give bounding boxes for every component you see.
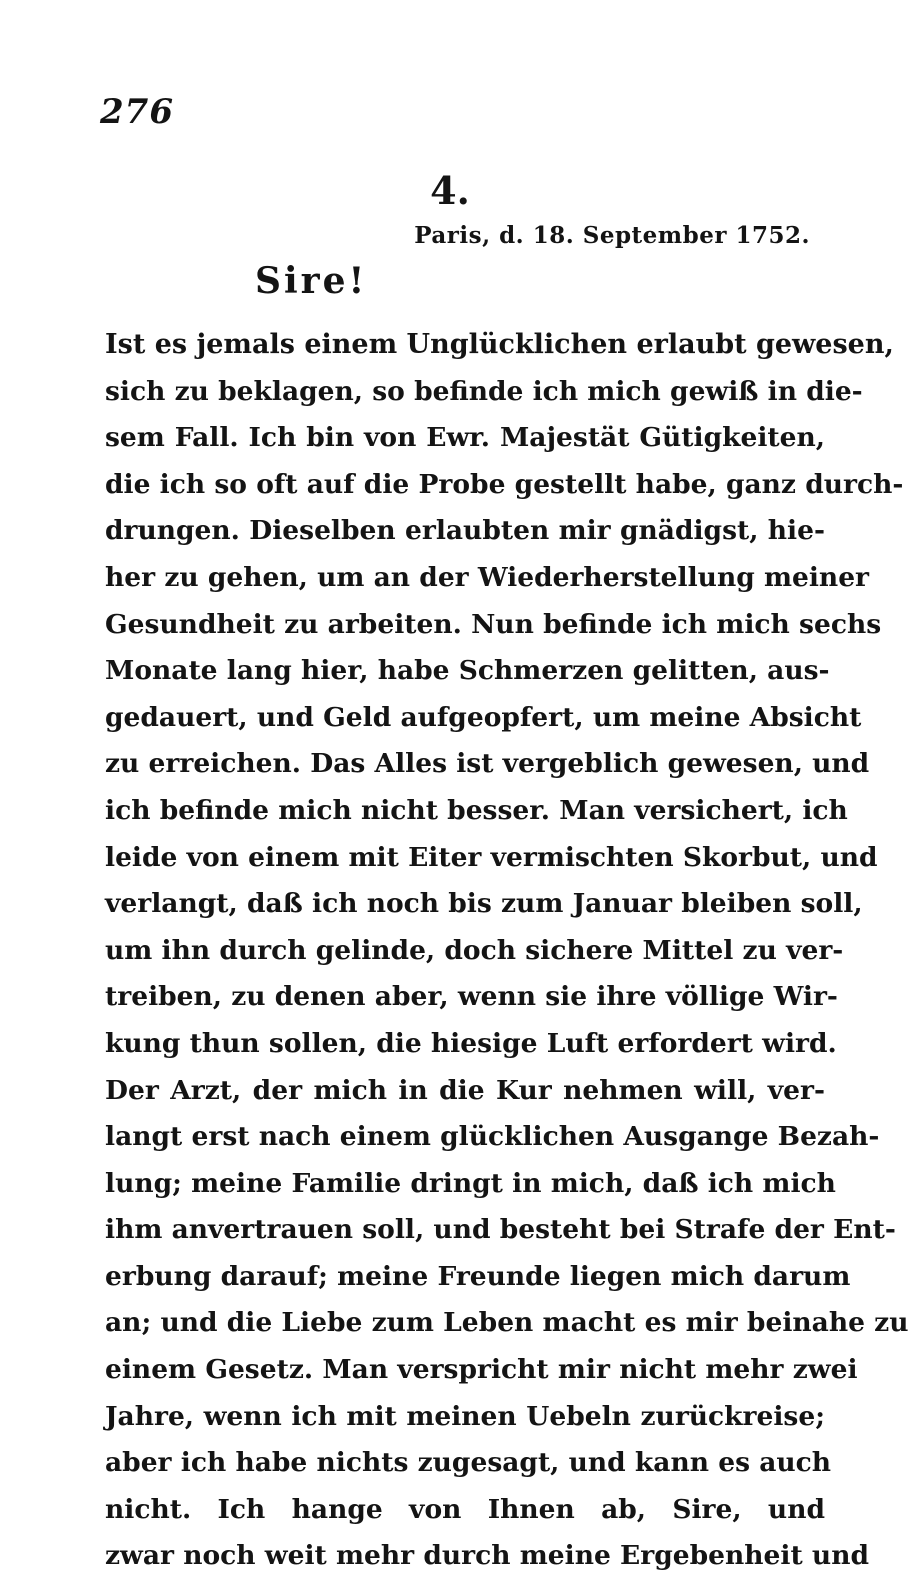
text-line: um ihn durch gelinde, doch sichere Mittel zu ver- xyxy=(105,934,844,966)
text-line: langt erst nach einem glücklichen Ausgange Bezah- xyxy=(105,1121,880,1153)
page-number: 276 xyxy=(100,92,174,132)
text-line: an; und die Liebe zum Leben macht es mir beinahe zu xyxy=(105,1307,909,1339)
letter-number: 4. xyxy=(430,168,470,213)
text-line: erbung darauf; meine Freunde liegen mich darum xyxy=(105,1260,851,1292)
text-line: sich zu beklagen, so befinde ich mich gewiß in die- xyxy=(105,375,863,407)
salutation: Sire! xyxy=(255,260,368,302)
text-line: Der Arzt, der mich in die Kur nehmen will, ver- xyxy=(105,1074,825,1106)
text-line: her zu gehen, um an der Wiederherstellung meiner xyxy=(105,561,870,593)
text-line: treiben, zu denen aber, wenn sie ihre völlige Wir- xyxy=(105,981,838,1013)
text-line: ihm anvertrauen soll, und besteht bei Strafe der Ent- xyxy=(105,1214,896,1246)
text-line: verlangt, daß ich noch bis zum Januar bleiben soll, xyxy=(105,888,863,920)
text-line: sem Fall. Ich bin von Ewr. Majestät Gütigkeiten, xyxy=(105,422,825,454)
text-line: aber ich habe nichts zugesagt, und kann es auch xyxy=(105,1447,832,1479)
text-line: die ich so oft auf die Probe gestellt habe, ganz durch- xyxy=(105,468,904,500)
text-line: leide von einem mit Eiter vermischten Skorbut, und xyxy=(105,841,878,873)
text-line: nicht. Ich hange von Ihnen ab, Sire, und xyxy=(105,1493,825,1525)
text-line: Ist es jemals einem Unglücklichen erlaubt gewesen, xyxy=(105,329,894,360)
text-line: Monate lang hier, habe Schmerzen gelitten, aus- xyxy=(105,655,830,687)
text-line: ich befinde mich nicht besser. Man versichert, ich xyxy=(105,794,848,826)
text-line: drungen. Dieselben erlaubten mir gnädigst, hie- xyxy=(105,515,825,547)
dateline: Paris, d. 18. September 1752. xyxy=(414,222,810,249)
text-line: einem Gesetz. Man verspricht mir nicht mehr zwei xyxy=(105,1354,858,1386)
text-line: zwar noch weit mehr durch meine Ergebenheit und xyxy=(105,1540,869,1572)
text-line: Jahre, wenn ich mit meinen Uebeln zurückreise; xyxy=(105,1400,825,1432)
text-line: gedauert, und Geld aufgeopfert, um meine Absicht xyxy=(105,701,862,733)
text-line: zu erreichen. Das Alles ist vergeblich gewesen, und xyxy=(105,748,870,780)
text-line: lung; meine Familie dringt in mich, daß ich mich xyxy=(105,1167,836,1199)
letter-body xyxy=(105,322,909,1580)
text-line: kung thun sollen, die hiesige Luft erfordert wird. xyxy=(105,1027,837,1059)
text-line: Gesundheit zu arbeiten. Nun befinde ich mich sechs xyxy=(105,608,882,640)
